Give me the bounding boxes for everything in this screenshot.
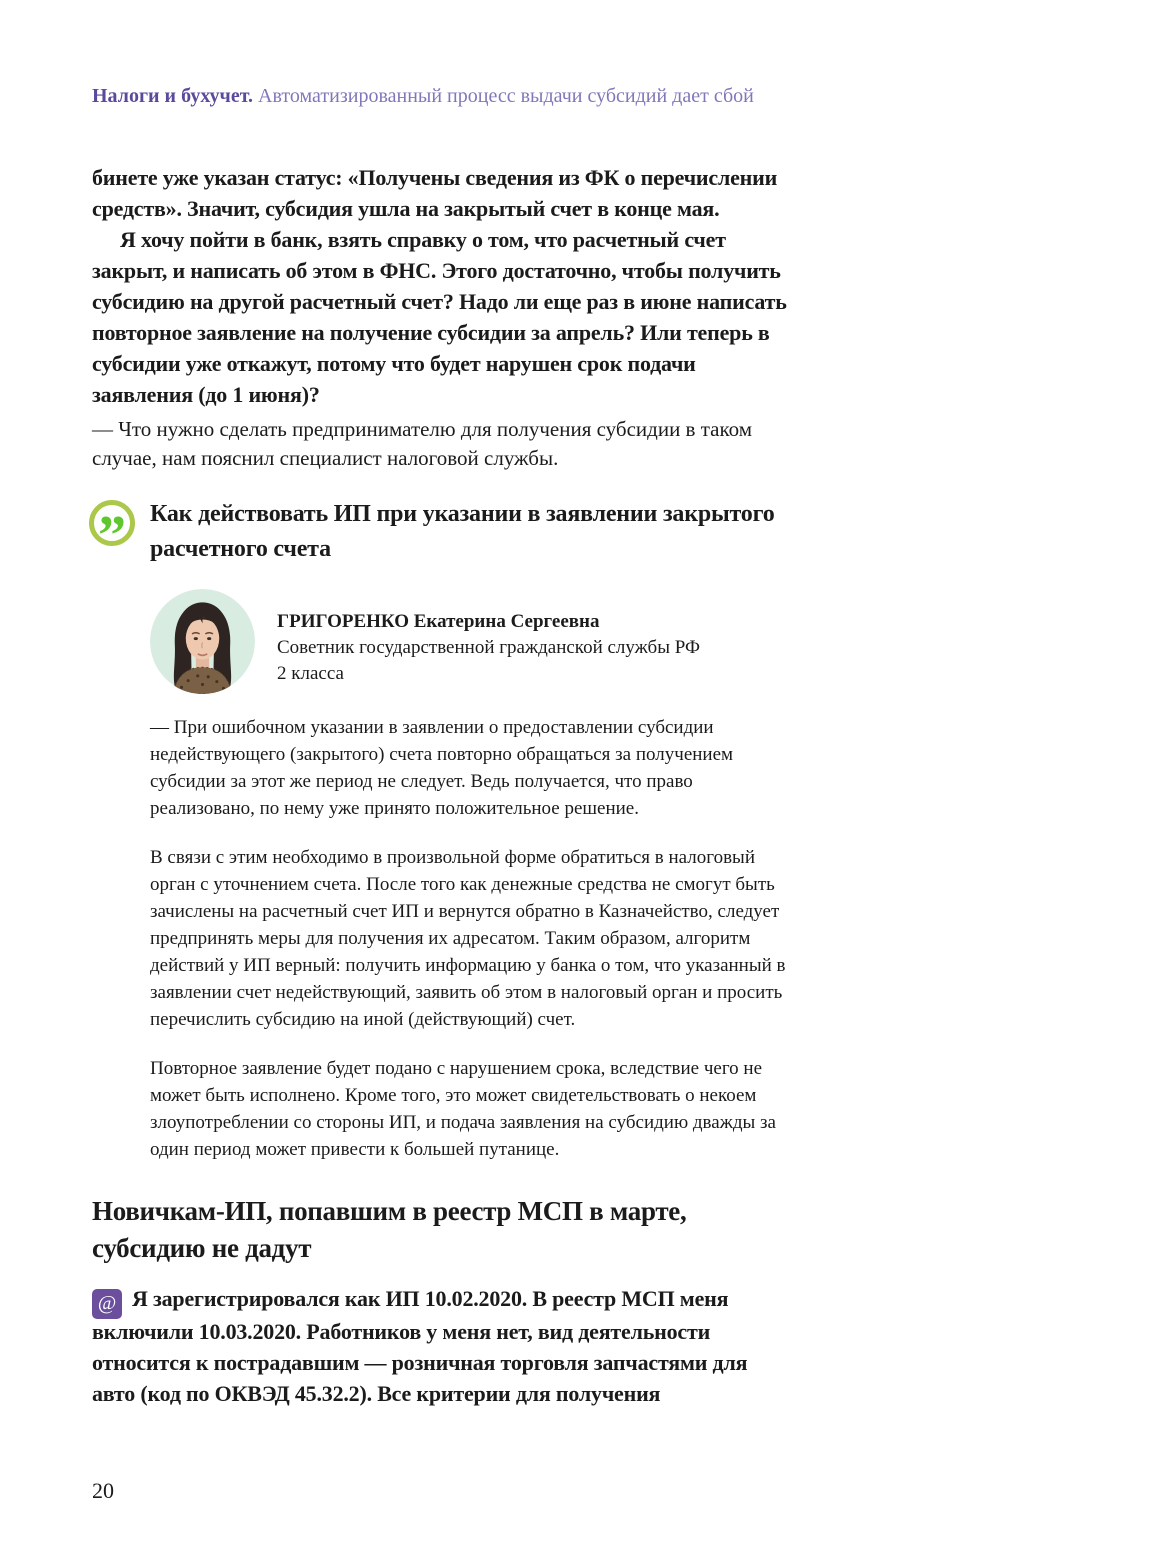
expert-answer-paragraph: Повторное заявление будет подано с нарушением срока, вследствие чего не может быть исполнено. Кроме того, это может свидетельствовать о некоем злоупотреблении со стороны ИП, и подача заявления на субсидию дважды за один период может привести к большей путанице. [150, 1058, 776, 1160]
page-number: 20 [92, 1478, 114, 1503]
running-head-article-title: Автоматизированный процесс выдачи субсидий дает сбой [258, 85, 754, 107]
reader-letter-icon: @ [92, 1289, 122, 1319]
expert-photo [150, 589, 255, 694]
quote-title: Как действовать ИП при указании в заявлении закрытого расчетного счета [150, 501, 775, 562]
expert-meta [277, 589, 700, 687]
expert-card [150, 589, 792, 694]
svg-text:”: ” [98, 505, 126, 547]
reader-question-paragraph: Я зарегистрировался как ИП 10.02.2020. В реестр МСП меня включили 10.03.2020. Работников у меня нет, вид деятельности относится к пострадавшим — розничная торговля запчастями для авто (код по ОКВЭД 45.32.2). Все критерии для получения [92, 1286, 748, 1406]
expert-name: ГРИГОРЕНКО Екатерина Сергеевна [277, 611, 600, 632]
expert-title-line-2: 2 класса [277, 663, 344, 684]
section-heading: Новичкам-ИП, попавшим в реестр МСП в марте, субсидию не дадут [92, 1196, 687, 1263]
reader-question-paragraph: бинете уже указан статус: «Получены сведения из ФК о перечислении средств». Значит, субсидия ушла на закрытый счет в конце мая. [92, 165, 778, 221]
quote-icon [88, 499, 136, 547]
expert-title-line-1: Советник государственной гражданской службы РФ [277, 637, 700, 658]
reader-question-block [92, 162, 792, 473]
expert-answer-paragraph: — При ошибочном указании в заявлении о предоставлении субсидии недействующего (закрытого) счета повторно обращаться за получением субсидии за этот же период не следует. Ведь получается, что право реализовано, по нему уже принято положительное решение. [150, 717, 734, 819]
rubric-label: Налоги и бухучет. [92, 85, 254, 107]
reader-question-block-2 [92, 1283, 792, 1409]
running-head [92, 0, 792, 108]
expert-quote-block [92, 497, 792, 1163]
reader-question-paragraph: Я хочу пойти в банк, взять справку о том, что расчетный счет закрыт, и написать об этом в ФНС. Этого достаточно, чтобы получить субсидию на другой расчетный счет? Надо ли еще раз в июне написать повторное заявление на получение субсидии за апрель? Или теперь в субсидии уже откажут, потому что будет нарушен срок подачи заявления (до 1 июня)? [92, 227, 787, 407]
expert-answer-paragraph: В связи с этим необходимо в произвольной форме обратиться в налоговый орган с уточнением счета. После того как денежные средства не смогут быть зачислены на расчетный счет ИП и вернутся обратно в Казначейство, следует предпринять меры для получения их адресатом. Таким образом, алгоритм действий у ИП верный: получить информацию у банка о том, что указанный в заявлении счет недействующий, заявить об этом в налоговый орган и просить перечислить субсидию на иной (действующий) счет. [150, 847, 786, 1030]
page-content-column [92, 0, 792, 1409]
answer-intro-paragraph: — Что нужно сделать предпринимателю для получения субсидии в таком случае, нам пояснил специалист налоговой службы. [92, 417, 753, 470]
